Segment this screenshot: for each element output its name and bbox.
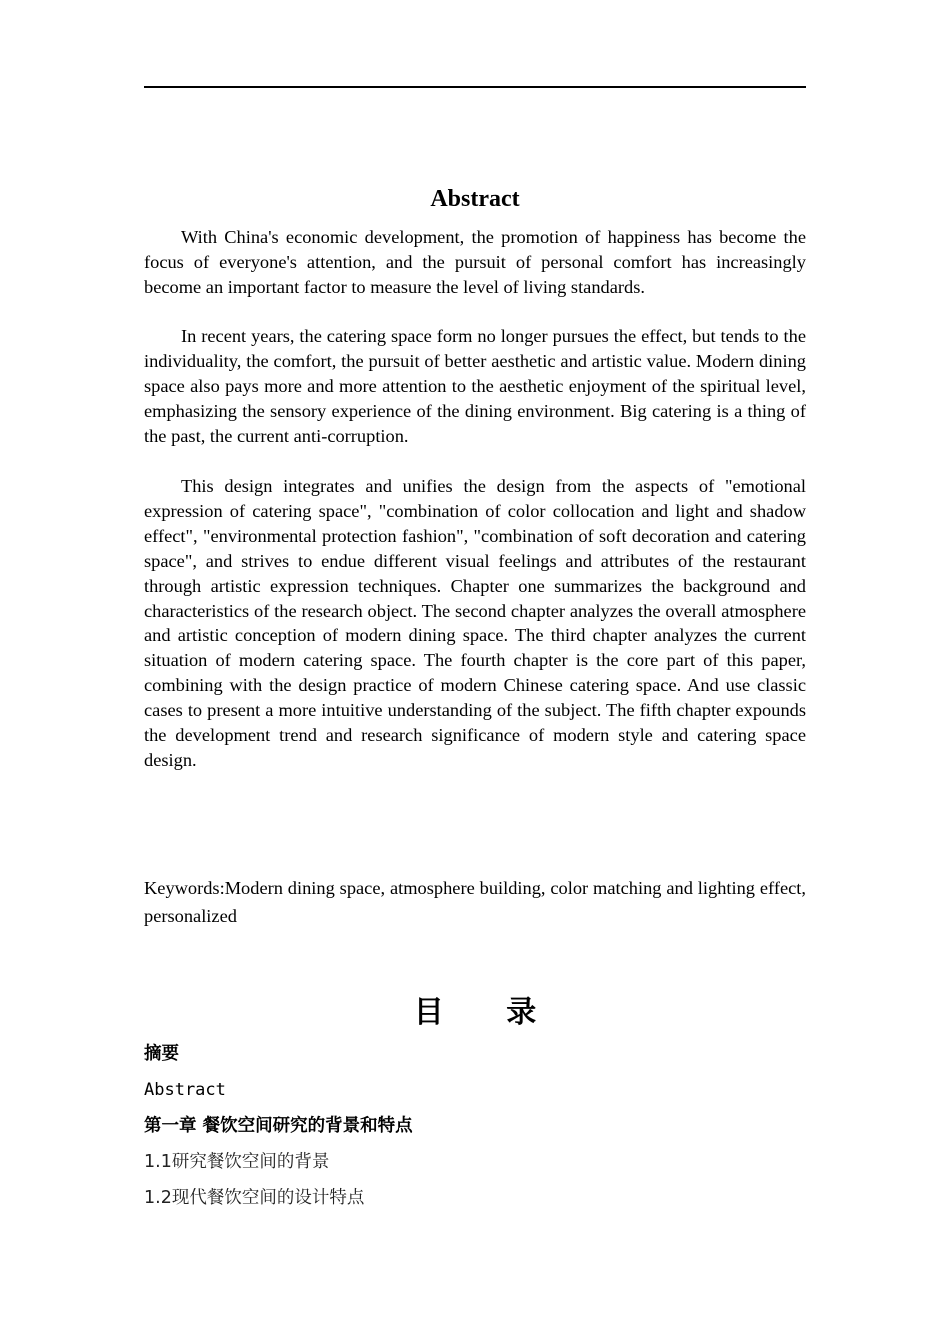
keywords: Keywords:Modern dining space, atmosphere building, color matching and lighting effect, personalized (144, 878, 806, 926)
toc-item-section-1-2: 1.2现代餐饮空间的设计特点 (144, 1188, 365, 1208)
header-rule (144, 86, 806, 88)
abstract-paragraph-1: With China's economic development, the promotion of happiness has become the focus of everyone's attention, and the pursuit of personal comfort has increasingly become an important factor to measure the level of living standards. (144, 227, 806, 297)
toc-title: 目 录 (413, 995, 563, 1030)
abstract-title: Abstract (430, 186, 520, 212)
toc-item-abstract: Abstract (144, 1080, 226, 1100)
toc-item-summary: 摘要 (144, 1044, 179, 1064)
abstract-paragraph-3: This design integrates and unifies the design from the aspects of "emotional expression of catering space", "combination of color collocation and light and shadow effect", "environmental protection fashion", "combination of soft decoration and catering space", and strives to endue different visual feelings and attributes of the restaurant through artistic expression techniques. Chapter one summarizes the background and characteristics of the research object. The second chapter analyzes the overall atmosphere and artistic conception of modern dining space. The third chapter analyzes the current situation of modern catering space. The fourth chapter is the core part of this paper, combining with the design practice of modern Chinese catering space. And use classic cases to present a more intuitive understanding of the subject. The fifth chapter expounds the development trend and research significance of modern style and catering space design. (144, 476, 806, 770)
abstract-paragraph-2: In recent years, the catering space form no longer pursues the effect, but tends to the individuality, the comfort, the pursuit of better aesthetic and artistic value. Modern dining space also pays more and more attention to the aesthetic enjoyment of the spiritual level, emphasizing the sensory experience of the dining environment. Big catering is a thing of the past, the current anti-corruption. (144, 326, 806, 446)
toc-item-chapter-1: 第一章 餐饮空间研究的背景和特点 (144, 1116, 413, 1136)
toc-item-section-1-1: 1.1研究餐饮空间的背景 (144, 1152, 330, 1172)
